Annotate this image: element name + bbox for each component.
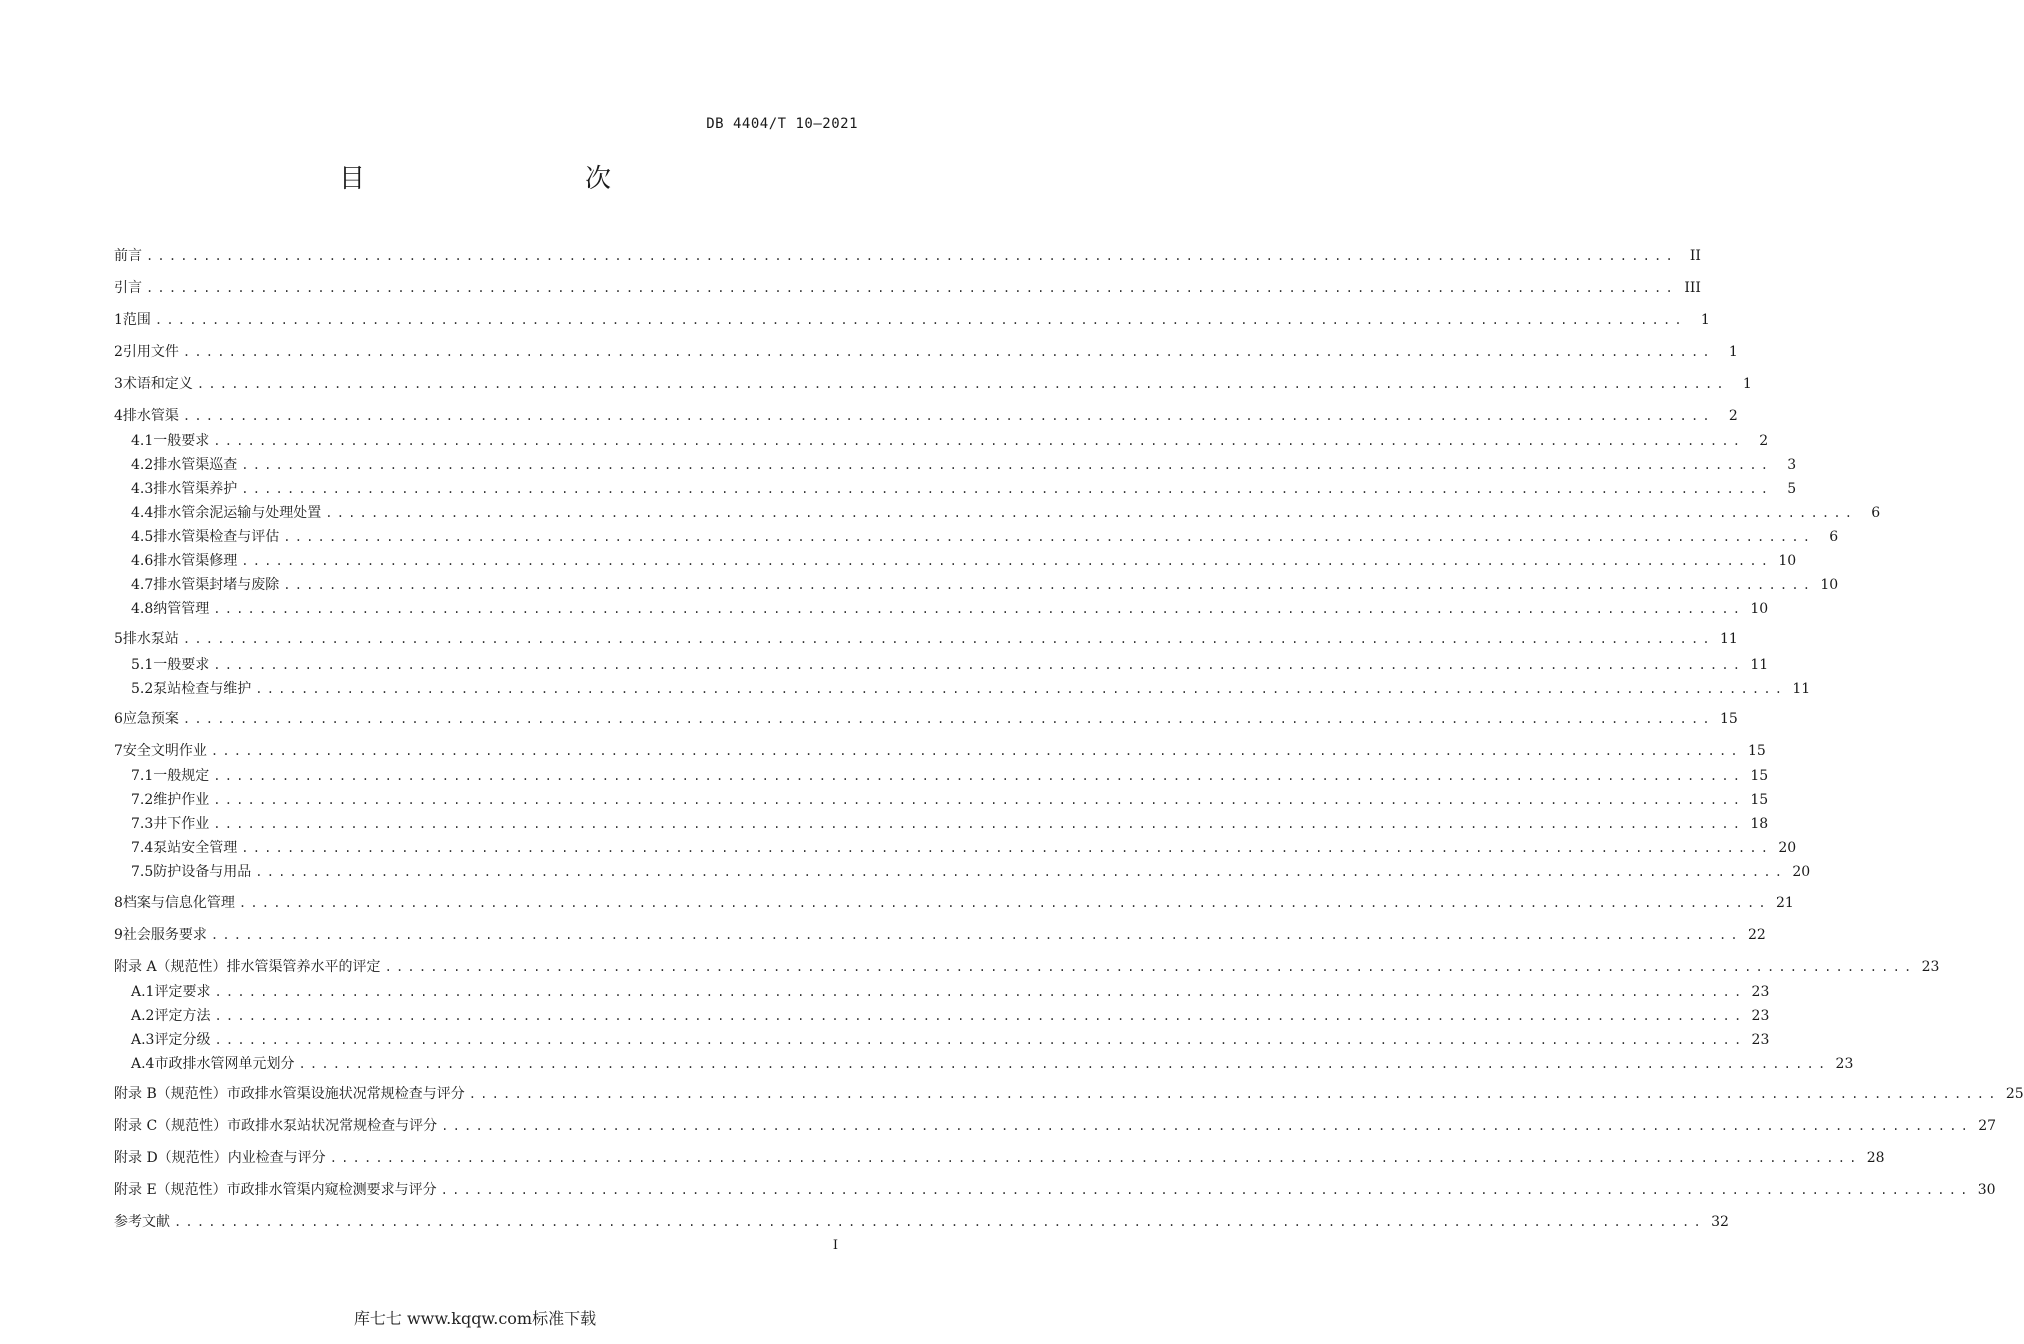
toc-entry-number: 4.3 (131, 481, 154, 497)
toc-subentry[interactable] (131, 766, 1769, 786)
toc-leader-dots: ...................................................................................................................................... (255, 865, 1787, 879)
toc-entry-label: 档案与信息化管理 (122, 895, 235, 911)
toc-entry-page: 15 (1750, 768, 1769, 784)
toc-leader-dots: ...................................................................................................................................... (214, 1009, 1746, 1023)
toc-leader-dots: ...................................................................................................................................... (329, 1151, 1861, 1165)
toc-subentry[interactable] (131, 599, 1769, 619)
toc-entry-page: 5 (1787, 481, 1797, 497)
toc-subentry[interactable] (131, 814, 1769, 834)
toc-leader-dots: ...................................................................................................................................... (241, 458, 1773, 472)
toc-subentry[interactable] (131, 1006, 1770, 1026)
toc-entry-page: 23 (1751, 1032, 1770, 1048)
toc-entry-label: 排水管渠封堵与废除 (153, 577, 280, 593)
toc-subentry[interactable] (131, 838, 1797, 858)
toc-entry-number: 附录 C（规范性） (114, 1118, 228, 1134)
watermark-text[interactable]: 库七七 www.kqqw.com标准下载 (353, 1309, 597, 1328)
toc-entry-page: 1 (1700, 312, 1710, 328)
toc-subentry[interactable] (131, 455, 1797, 475)
toc-entry-number: 5 (114, 631, 123, 647)
toc-leader-dots: ...................................................................................................................................... (210, 928, 1742, 942)
toc-appendix-entry[interactable] (114, 1148, 1885, 1168)
toc-entry-page: 30 (1977, 1182, 1996, 1198)
toc-entry-label: 范围 (122, 312, 151, 328)
toc-entry-label: 维护作业 (153, 792, 210, 808)
toc-entry-label: 防护设备与用品 (153, 864, 252, 880)
toc-entry-number: 4.1 (131, 433, 154, 449)
toc-entry-label: 排水管余泥运输与处理处置 (153, 505, 322, 521)
toc-entry-number: 4.4 (131, 505, 154, 521)
toc-appendix-entry[interactable] (114, 957, 1940, 977)
toc-entry[interactable] (114, 893, 1794, 913)
toc-entry-label: 评定方法 (154, 1008, 211, 1024)
toc-leader-dots: ...................................................................................................................................... (174, 1215, 1705, 1229)
toc-entry-label: 前言 (114, 248, 142, 264)
toc-leader-dots: ...................................................................................................................................... (384, 960, 1916, 974)
toc-leader-dots: ...................................................................................................................................... (241, 482, 1773, 496)
toc-appendix-entry[interactable] (114, 1180, 1996, 1200)
toc-entry-page: 27 (1978, 1118, 1997, 1134)
toc-entry-page: 11 (1750, 657, 1769, 673)
toc-leader-dots: ...................................................................................................................................... (146, 281, 1677, 295)
toc-leader-dots: ...................................................................................................................................... (441, 1119, 1973, 1133)
toc-entry-label: 泵站检查与维护 (153, 681, 252, 697)
toc-entry-label: 一般规定 (153, 768, 210, 784)
toc-leader-dots: ...................................................................................................................................... (298, 1057, 1830, 1071)
toc-subentry[interactable] (131, 575, 1839, 595)
toc-entry[interactable] (114, 406, 1738, 426)
toc-entry[interactable] (114, 741, 1766, 761)
toc-entry-label: 排水管渠养护 (153, 481, 238, 497)
toc-entry-number: 7.4 (131, 840, 154, 856)
toc-entry-page: 23 (1751, 984, 1770, 1000)
toc-leader-dots: ...................................................................................................................................... (325, 506, 1857, 520)
toc-entry-page: 2 (1759, 433, 1769, 449)
toc-entry-label: 一般要求 (153, 433, 210, 449)
toc-entry-number: 4.6 (131, 553, 154, 569)
toc-entry-page: 3 (1787, 457, 1797, 473)
document-code: DB 4404/T 10—2021 (706, 116, 858, 132)
toc-entry-number: 5.2 (131, 681, 154, 697)
toc-entry-page: 28 (1866, 1150, 1885, 1166)
toc-entry-page: 23 (1921, 959, 1940, 975)
toc-entry-page: 32 (1711, 1214, 1729, 1230)
toc-leader-dots: ...................................................................................................................................... (210, 744, 1742, 758)
toc-entry-label: 排水管渠 (122, 408, 179, 424)
toc-subentry[interactable] (131, 655, 1769, 675)
toc-entry-label: 应急预案 (122, 711, 179, 727)
toc-subentry[interactable] (131, 503, 1881, 523)
toc-entry[interactable] (114, 278, 1701, 298)
toc-entry-number: 6 (114, 711, 123, 727)
toc-entry-label: 评定要求 (154, 984, 211, 1000)
toc-entry-page: 21 (1776, 895, 1794, 911)
toc-entry-page: 20 (1792, 864, 1811, 880)
toc-entry-number: A.4 (131, 1056, 155, 1072)
toc-leader-dots: ...................................................................................................................................... (213, 602, 1745, 616)
toc-leader-dots: ...................................................................................................................................... (255, 682, 1787, 696)
toc-leader-dots: ...................................................................................................................................... (182, 712, 1714, 726)
toc-entry-label: 井下作业 (153, 816, 210, 832)
toc-leader-dots: ...................................................................................................................................... (182, 345, 1714, 359)
toc-leader-dots: ...................................................................................................................................... (213, 658, 1745, 672)
toc-leader-dots: ...................................................................................................................................... (146, 249, 1677, 263)
toc-entry-label: 排水泵站 (122, 631, 179, 647)
toc-entry-number: 7.1 (131, 768, 154, 784)
toc-entry-page: 22 (1748, 927, 1766, 943)
toc-entry-label: 排水管渠管养水平的评定 (226, 959, 381, 975)
toc-entry-page: 2 (1728, 408, 1738, 424)
toc-entry-page: 11 (1792, 681, 1811, 697)
toc-entry-label: 排水管渠检查与评估 (153, 529, 280, 545)
toc-entry-page: 6 (1829, 529, 1839, 545)
toc-leader-dots: ...................................................................................................................................... (213, 793, 1745, 807)
toc-entry-label: 一般要求 (153, 657, 210, 673)
toc-leader-dots: ...................................................................................................................................... (283, 578, 1815, 592)
toc-leader-dots: ...................................................................................................................................... (213, 434, 1745, 448)
toc-entry-label: 泵站安全管理 (153, 840, 238, 856)
toc-leader-dots: ...................................................................................................................................... (196, 377, 1728, 391)
toc-entry-label: 排水管渠巡查 (153, 457, 238, 473)
toc-entry-page: III (1684, 280, 1701, 296)
toc-entry-page: 23 (1751, 1008, 1770, 1024)
toc-entry-number: 附录 B（规范性） (114, 1086, 227, 1102)
toc-entry-page: 20 (1778, 840, 1797, 856)
toc-entry-number: 附录 D（规范性） (114, 1150, 228, 1166)
toc-entry-label: 引用文件 (122, 344, 179, 360)
toc-entry-number: A.2 (131, 1008, 155, 1024)
toc-leader-dots: ...................................................................................................................................... (214, 1033, 1746, 1047)
toc-entry[interactable] (114, 342, 1738, 362)
toc-entry[interactable] (114, 709, 1738, 729)
toc-entry-number: 7 (114, 743, 123, 759)
toc-entry-page: 18 (1750, 816, 1769, 832)
toc-entry-page: 23 (1835, 1056, 1854, 1072)
toc-entry[interactable] (114, 246, 1701, 266)
toc-subentry[interactable] (131, 1030, 1770, 1050)
toc-entry-label: 社会服务要求 (122, 927, 207, 943)
toc-entry-page: 10 (1778, 553, 1797, 569)
toc-subentry[interactable] (131, 982, 1770, 1002)
toc-appendix-entry[interactable] (114, 1084, 2024, 1104)
toc-leader-dots: ...................................................................................................................................... (214, 985, 1746, 999)
toc-entry-number: 3 (114, 376, 123, 392)
toc-subentry[interactable] (131, 1054, 1854, 1074)
toc-appendix-entry[interactable] (114, 1116, 1997, 1136)
toc-leader-dots: ...................................................................................................................................... (213, 769, 1745, 783)
toc-entry-page: 1 (1728, 344, 1738, 360)
toc-entry[interactable] (114, 1212, 1729, 1232)
toc-subentry[interactable] (131, 431, 1769, 451)
toc-leader-dots: ...................................................................................................................................... (154, 313, 1686, 327)
toc-entry-label: 引言 (114, 280, 142, 296)
toc-entry-page: 15 (1750, 792, 1769, 808)
toc-leader-dots: ...................................................................................................................................... (182, 632, 1714, 646)
toc-entry-label: 参考文献 (114, 1214, 170, 1230)
toc-leader-dots: ...................................................................................................................................... (283, 530, 1815, 544)
toc-title: 目 次 (338, 164, 667, 194)
toc-entry-number: A.1 (131, 984, 155, 1000)
page-number: I (832, 1238, 838, 1253)
toc-entry-label: 市政排水管网单元划分 (154, 1056, 295, 1072)
toc-entry-number: 8 (114, 895, 123, 911)
toc-subentry[interactable] (131, 551, 1797, 571)
toc-entry[interactable] (114, 629, 1738, 649)
toc-entry-label: 评定分级 (154, 1032, 211, 1048)
toc-entry-page: 11 (1720, 631, 1738, 647)
toc-subentry[interactable] (131, 862, 1811, 882)
toc-entry-label: 内业检查与评分 (227, 1150, 326, 1166)
toc-entry-number: 4.7 (131, 577, 154, 593)
toc-entry-number: 5.1 (131, 657, 154, 673)
toc-entry-page: 15 (1748, 743, 1766, 759)
toc-entry-label: 排水管渠修理 (153, 553, 238, 569)
toc-entry-number: 4.8 (131, 601, 154, 617)
toc-entry-page: 6 (1871, 505, 1881, 521)
toc-leader-dots: ...................................................................................................................................... (440, 1183, 1972, 1197)
toc-leader-dots: ...................................................................................................................................... (238, 896, 1770, 910)
toc-entry-label: 市政排水管渠设施状况常规检查与评分 (226, 1086, 465, 1102)
toc-leader-dots: ...................................................................................................................................... (468, 1087, 2000, 1101)
toc-entry-number: 附录 A（规范性） (114, 959, 227, 975)
toc-entry-number: 7.2 (131, 792, 154, 808)
toc-subentry[interactable] (131, 527, 1839, 547)
toc-entry-number: A.3 (131, 1032, 155, 1048)
toc-subentry[interactable] (131, 790, 1769, 810)
toc-entry-page: 10 (1750, 601, 1769, 617)
toc-subentry[interactable] (131, 479, 1797, 499)
toc-entry-number: 4.5 (131, 529, 154, 545)
toc-entry-number: 4 (114, 408, 123, 424)
toc-entry-label: 术语和定义 (122, 376, 193, 392)
toc-entry-label: 安全文明作业 (122, 743, 207, 759)
toc-entry-page: II (1689, 248, 1701, 264)
toc-leader-dots: ...................................................................................................................................... (213, 817, 1745, 831)
toc-entry-label: 纳管管理 (153, 601, 210, 617)
toc-leader-dots: ...................................................................................................................................... (182, 409, 1714, 423)
toc-entry-number: 附录 E（规范性） (114, 1182, 227, 1198)
toc-leader-dots: ...................................................................................................................................... (241, 841, 1773, 855)
toc-entry-label: 市政排水管渠内窥检测要求与评分 (226, 1182, 437, 1198)
toc-entry-number: 7.5 (131, 864, 154, 880)
toc-leader-dots: ...................................................................................................................................... (241, 554, 1773, 568)
toc-entry[interactable] (114, 310, 1710, 330)
toc-entry-page: 25 (2005, 1086, 2024, 1102)
toc-entry-page: 15 (1720, 711, 1738, 727)
toc-entry-number: 2 (114, 344, 123, 360)
toc-entry-number: 4.2 (131, 457, 154, 473)
toc-entry-page: 10 (1820, 577, 1839, 593)
toc-entry-number: 9 (114, 927, 123, 943)
toc-entry-number: 1 (114, 312, 123, 328)
toc-entry-page: 1 (1742, 376, 1752, 392)
toc-entry[interactable] (114, 925, 1766, 945)
toc-subentry[interactable] (131, 679, 1811, 699)
toc-entry-label: 市政排水泵站状况常规检查与评分 (227, 1118, 438, 1134)
toc-entry[interactable] (114, 374, 1752, 394)
toc-entry-number: 7.3 (131, 816, 154, 832)
